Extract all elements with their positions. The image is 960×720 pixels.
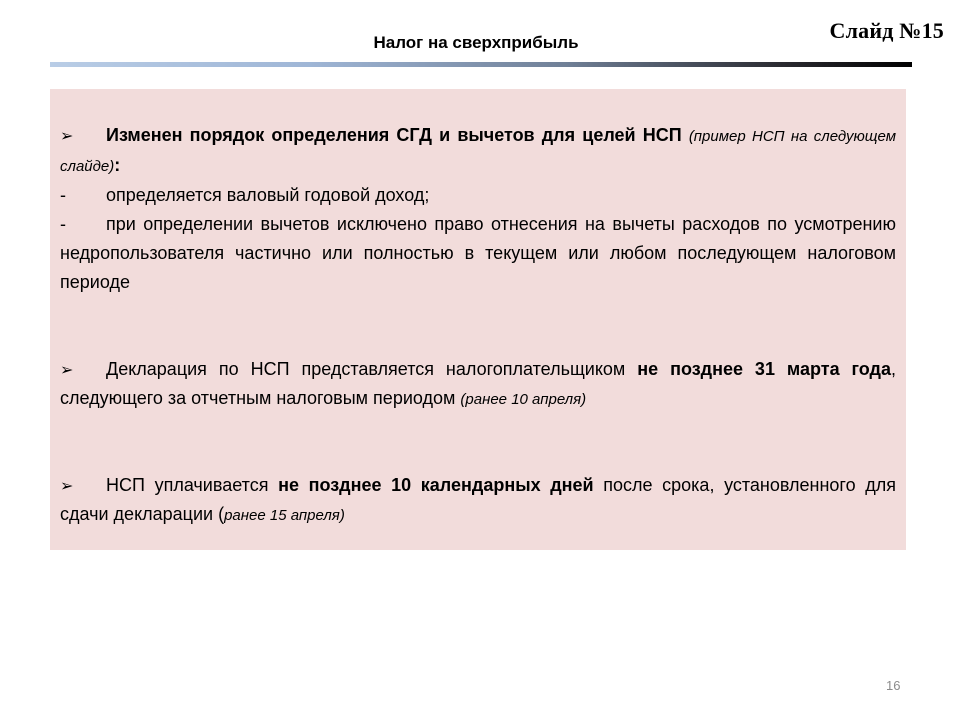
slide-number-label: Слайд №15 xyxy=(829,18,944,43)
item-2-text-start: Декларация по НСП представляется налогоплательщиком xyxy=(106,359,626,379)
sub-item-1 xyxy=(60,181,896,210)
sub-item-2 xyxy=(60,210,896,297)
spacer xyxy=(60,297,896,355)
page-number: 16 xyxy=(886,678,901,693)
dash-marker: - xyxy=(60,185,66,205)
item-1-colon: : xyxy=(114,155,121,175)
item-3-deadline: не позднее 10 календарных дней xyxy=(278,475,594,495)
dash-marker: - xyxy=(60,214,66,234)
item-2-note: (ранее 10 апреля) xyxy=(460,391,587,408)
slide-title: Налог на сверхприбыль xyxy=(373,33,579,52)
spacer xyxy=(60,414,896,471)
sub-item-1-text: определяется валовый годовой доход; xyxy=(106,185,430,205)
bullet-item-2 xyxy=(60,355,896,414)
content-panel xyxy=(50,89,906,550)
item-1-note: (пример НСП на следующем слайде) xyxy=(60,128,896,175)
header-divider xyxy=(50,62,912,67)
item-3-note: ранее 15 апреля) xyxy=(224,507,345,524)
item-3-text-end: после срока, установленного для сдачи декларации ( xyxy=(60,475,896,524)
bullet-item-3 xyxy=(60,471,896,530)
item-2-deadline: не позднее 31 марта года xyxy=(637,359,891,379)
arrowhead-bullet-icon: ➢ xyxy=(60,126,74,145)
bullet-item-1 xyxy=(60,121,896,181)
item-2-text-end: , следующего за отчетным налоговым периодом xyxy=(60,359,896,408)
item-3-text-start: НСП уплачивается xyxy=(106,475,269,495)
sub-item-2-text: при определении вычетов исключено право отнесения на вычеты расходов по усмотрению недропользователя частично или полностью в текущем или любом последующем налоговом периоде xyxy=(60,214,896,292)
item-1-title: Изменен порядок определения СГД и вычетов для целей НСП xyxy=(106,125,682,145)
arrowhead-bullet-icon: ➢ xyxy=(60,360,74,379)
arrowhead-bullet-icon: ➢ xyxy=(60,476,74,495)
